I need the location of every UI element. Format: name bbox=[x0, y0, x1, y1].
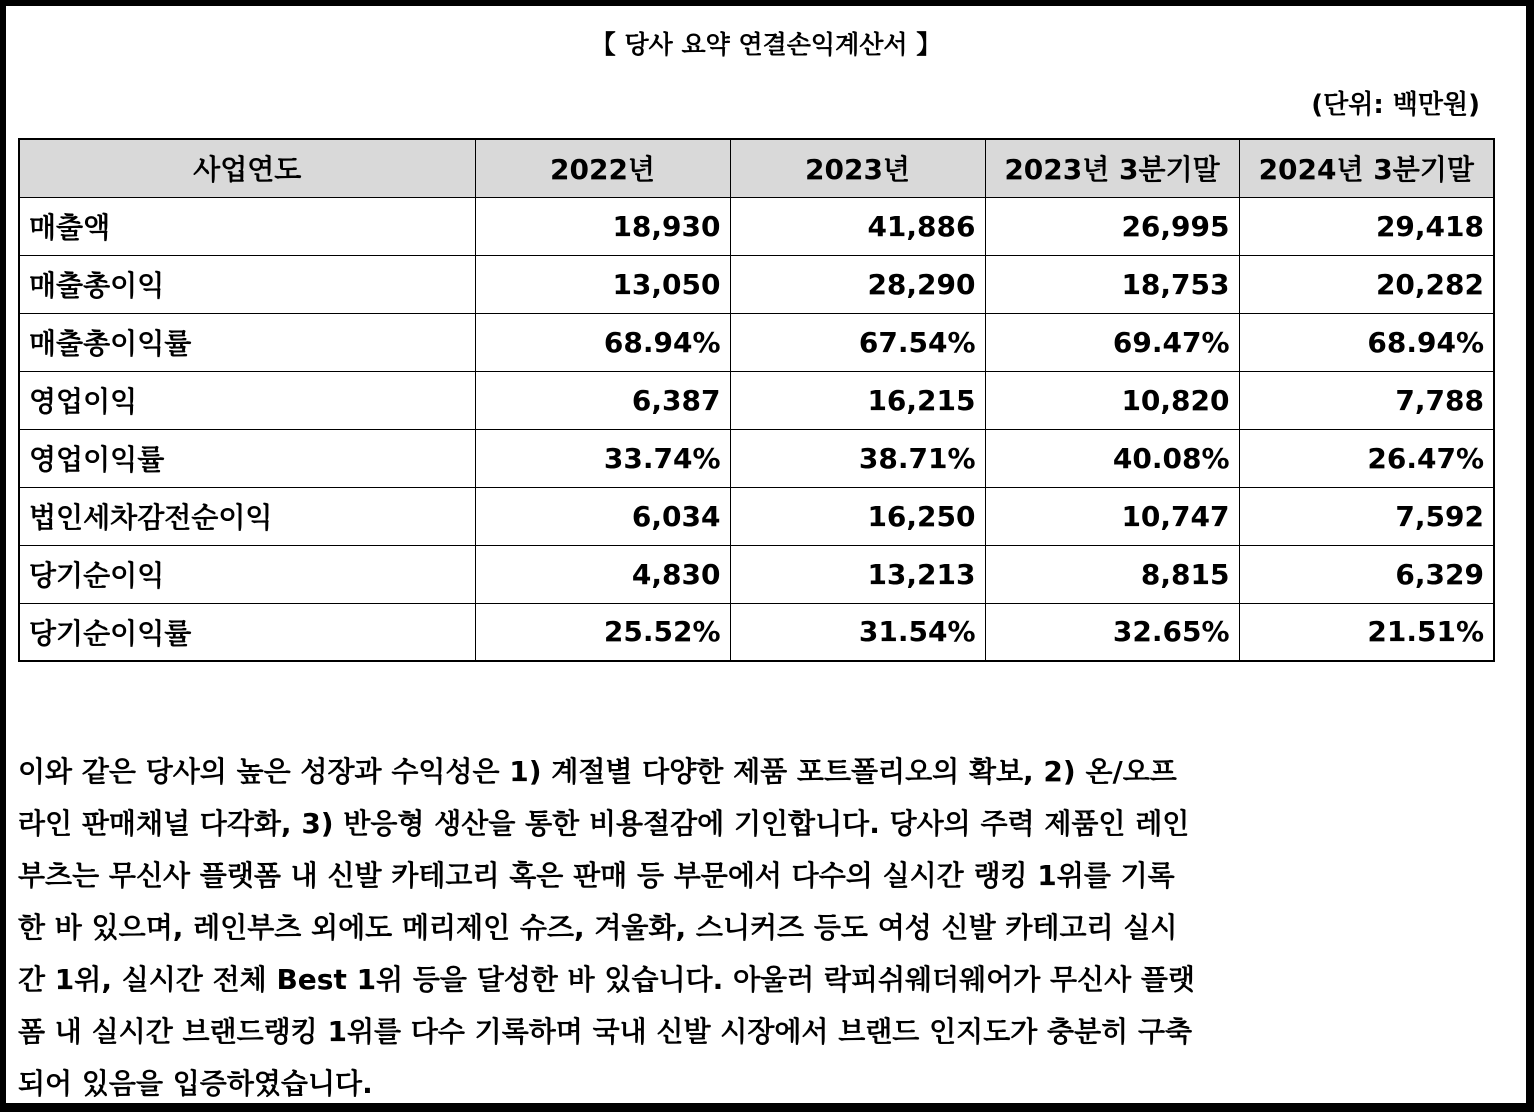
table-cell: 40.08% bbox=[985, 429, 1239, 487]
unit-label: (단위: 백만원) bbox=[1311, 90, 1480, 120]
table-cell: 69.47% bbox=[985, 313, 1239, 371]
table-cell: 10,820 bbox=[985, 371, 1239, 429]
table-header-row bbox=[19, 139, 1494, 197]
table-cell: 26,995 bbox=[985, 197, 1239, 255]
row-label: 당기순이익률 bbox=[19, 603, 475, 661]
table-cell: 32.65% bbox=[985, 603, 1239, 661]
table-row bbox=[19, 371, 1494, 429]
column-header: 2023년 3분기말 bbox=[985, 139, 1239, 197]
table-row bbox=[19, 313, 1494, 371]
table-cell: 28,290 bbox=[730, 255, 985, 313]
table-cell: 16,215 bbox=[730, 371, 985, 429]
table-cell: 25.52% bbox=[475, 603, 730, 661]
document-page bbox=[6, 6, 1526, 1103]
body-paragraph bbox=[18, 746, 1228, 1110]
paragraph-line: 부츠는 무신사 플랫폼 내 신발 카테고리 혹은 판매 등 부문에서 다수의 실시간 랭킹 1위를 기록 bbox=[18, 859, 1175, 892]
table-cell: 18,753 bbox=[985, 255, 1239, 313]
table-cell: 6,387 bbox=[475, 371, 730, 429]
row-label: 당기순이익 bbox=[19, 545, 475, 603]
row-label: 영업이익률 bbox=[19, 429, 475, 487]
table-row bbox=[19, 603, 1494, 661]
row-label: 법인세차감전순이익 bbox=[19, 487, 475, 545]
table-cell: 13,050 bbox=[475, 255, 730, 313]
table-cell: 31.54% bbox=[730, 603, 985, 661]
table-row bbox=[19, 197, 1494, 255]
table-cell: 68.94% bbox=[1239, 313, 1494, 371]
table-cell: 38.71% bbox=[730, 429, 985, 487]
table-cell: 33.74% bbox=[475, 429, 730, 487]
table-cell: 21.51% bbox=[1239, 603, 1494, 661]
paragraph-line: 폼 내 실시간 브랜드랭킹 1위를 다수 기록하며 국내 신발 시장에서 브랜드 인지도가 충분히 구축 bbox=[18, 1015, 1193, 1048]
income-statement-table bbox=[18, 138, 1495, 662]
paragraph-line: 라인 판매채널 다각화, 3) 반응형 생산을 통한 비용절감에 기인합니다. 당사의 주력 제품인 레인 bbox=[18, 807, 1190, 840]
table-cell: 7,788 bbox=[1239, 371, 1494, 429]
table-cell: 41,886 bbox=[730, 197, 985, 255]
table-cell: 16,250 bbox=[730, 487, 985, 545]
paragraph-line: 한 바 있으며, 레인부츠 외에도 메리제인 슈즈, 겨울화, 스니커즈 등도 여성 신발 카테고리 실시 bbox=[18, 911, 1178, 944]
row-label: 영업이익 bbox=[19, 371, 475, 429]
table-row bbox=[19, 487, 1494, 545]
table-cell: 10,747 bbox=[985, 487, 1239, 545]
table-title: 【 당사 요약 연결손익계산서 】 bbox=[590, 30, 942, 59]
paragraph-line: 간 1위, 실시간 전체 Best 1위 등을 달성한 바 있습니다. 아울러 락피쉬웨더웨어가 무신사 플랫 bbox=[18, 963, 1195, 996]
table-cell: 7,592 bbox=[1239, 487, 1494, 545]
row-label: 매출총이익 bbox=[19, 255, 475, 313]
table-cell: 4,830 bbox=[475, 545, 730, 603]
table-row bbox=[19, 429, 1494, 487]
paragraph-line: 되어 있음을 입증하였습니다. bbox=[18, 1067, 373, 1100]
column-header: 사업연도 bbox=[19, 139, 475, 197]
table-row bbox=[19, 545, 1494, 603]
table-cell: 6,034 bbox=[475, 487, 730, 545]
table-cell: 26.47% bbox=[1239, 429, 1494, 487]
table-cell: 6,329 bbox=[1239, 545, 1494, 603]
row-label: 매출총이익률 bbox=[19, 313, 475, 371]
paragraph-line: 이와 같은 당사의 높은 성장과 수익성은 1) 계절별 다양한 제품 포트폴리오의 확보, 2) 온/오프 bbox=[18, 755, 1177, 788]
table-cell: 20,282 bbox=[1239, 255, 1494, 313]
table-cell: 8,815 bbox=[985, 545, 1239, 603]
column-header: 2024년 3분기말 bbox=[1239, 139, 1494, 197]
table-cell: 29,418 bbox=[1239, 197, 1494, 255]
column-header: 2022년 bbox=[475, 139, 730, 197]
row-label: 매출액 bbox=[19, 197, 475, 255]
table-cell: 68.94% bbox=[475, 313, 730, 371]
column-header: 2023년 bbox=[730, 139, 985, 197]
table-cell: 13,213 bbox=[730, 545, 985, 603]
table-cell: 67.54% bbox=[730, 313, 985, 371]
table-cell: 18,930 bbox=[475, 197, 730, 255]
table-row bbox=[19, 255, 1494, 313]
